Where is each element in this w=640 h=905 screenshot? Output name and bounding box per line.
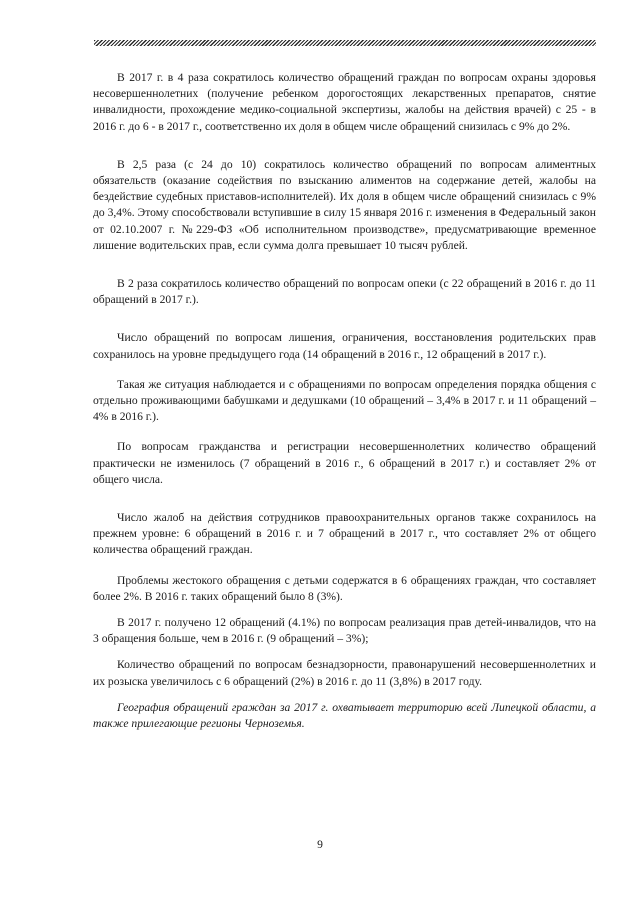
paragraph-guardianship: В 2 раза сократилось количество обращений по вопросам опеки (с 22 обращений в 2016 г. до 11 обращений в 2017 г.). [93,277,596,307]
header-rule [94,40,596,46]
paragraph-law-enforcement: Число жалоб на действия сотрудников правоохранительных органов также сохранилось на прежнем уровне: 6 обращений в 2016 г. и 7 обращений в 2017 г., что составляет 2% от общего количества обращений граждан. [93,511,596,557]
paragraph-geography: География обращений граждан за 2017 г. охватывает территорию всей Липецкой области, а также прилегающие регионы Черноземья. [93,700,596,731]
paragraph-grandparents: Такая же ситуация наблюдается и с обращениями по вопросам определения порядка общения с отдельно проживающими бабушками и дедушками (10 обращений – 3,4% в 2017 г. и 11 обращений – 4% в 2016 г.). [93,377,596,424]
document-body [93,70,596,732]
paragraph-cruelty: Проблемы жестокого обращения с детьми содержатся в 6 обращениях граждан, что составляет более 2%. В 2016 г. таких обращений было 8 (3%). [93,573,596,603]
paragraph-citizenship: По вопросам гражданства и регистрации несовершеннолетних количество обращений практически не изменилось (7 обращений в 2016 г., 6 обращений в 2017 г.) и составляет 2% от общего числа. [93,440,596,486]
paragraph-alimony: В 2,5 раза (с 24 до 10) сократилось количество обращений по вопросам алиментных обязательств (оказание содействия по взысканию алиментов на содержание детей, жалобы на бездействие судебных приставов-исполнителей). Их доля в общем числе обращений снизилась с 9% до 3,4%. Этому способствовали вступившие в силу 15 января 2016 г. изменения в Федеральный закон от 02.10.2007 г. №229-ФЗ «Об исполнительном производстве», предусматривающие временное лишение водительских прав, если сумма долга превышает 10 тысяч рублей. [93,157,596,252]
paragraph-health: В 2017 г. в 4 раза сократилось количество обращений граждан по вопросам охраны здоровья несовершеннолетних (получение ребенком дорогостоящих лекарственных препаратов, снятие инвалидности, прохождение медико-социальной экспертизы, жалобы на действия врачей) с 25 - в 2016 г. до 6 - в 2017 г., соответственно их доля в общем числе обращений снизилась с 9% до 2%. [93,71,596,133]
paragraph-disabled-children: В 2017 г. получено 12 обращений (4.1%) по вопросам реализация прав детей-инвалидов, что на 3 обращения больше, чем в 2016 г. (9 обращений – 3%); [93,616,596,646]
page-number: 9 [317,838,323,851]
paragraph-parental-rights: Число обращений по вопросам лишения, ограничения, восстановления родительских прав сохранилось на уровне предыдущего года (14 обращений в 2016 г., 12 обращений в 2017 г.). [93,331,596,361]
paragraph-neglect: Количество обращений по вопросам безнадзорности, правонарушений несовершеннолетних и их розыска увеличилось с 6 обращений (2%) в 2016 г. до 11 (3,8%) в 2017 году. [93,658,596,688]
